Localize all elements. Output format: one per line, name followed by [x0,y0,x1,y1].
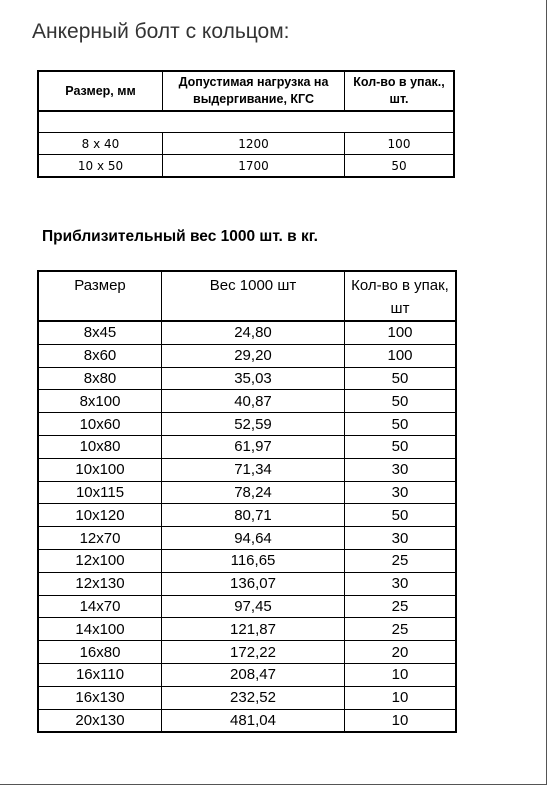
cell-weight: 24,80 [162,321,345,344]
cell-size: 12x130 [38,572,162,595]
cell-qty: 50 [345,435,457,458]
cell-size: 10x115 [38,481,162,504]
cell-size: 16x110 [38,663,162,686]
table-row [38,595,456,618]
cell-size: 10x80 [38,435,162,458]
section-subtitle: Приблизительный вес 1000 шт. в кг. [42,228,318,245]
cell-qty: 50 [345,390,457,413]
cell-size: 8 x 40 [38,133,163,155]
table-row [38,709,456,732]
header-size: Размер [38,271,162,321]
cell-qty: 30 [345,572,457,595]
load-table [37,70,455,178]
table-row [38,527,456,550]
cell-weight: 172,22 [162,641,345,664]
table-row [38,435,456,458]
cell-qty: 25 [345,595,457,618]
cell-size: 14x70 [38,595,162,618]
weight-table [37,270,457,733]
table-row [38,641,456,664]
cell-weight: 121,87 [162,618,345,641]
cell-qty: 30 [345,481,457,504]
table-row [38,481,456,504]
cell-qty: 30 [345,458,457,481]
cell-qty: 50 [345,367,457,390]
cell-qty: 25 [345,618,457,641]
cell-weight: 52,59 [162,413,345,436]
cell-size: 12x100 [38,549,162,572]
cell-weight: 481,04 [162,709,345,732]
table-row [38,344,456,367]
cell-load: 1200 [163,133,345,155]
cell-weight: 71,34 [162,458,345,481]
cell-qty: 50 [345,155,455,178]
cell-size: 10x100 [38,458,162,481]
cell-qty: 20 [345,641,457,664]
cell-size: 10x60 [38,413,162,436]
table-row [38,663,456,686]
cell-weight: 116,65 [162,549,345,572]
page-title: Анкерный болт с кольцом: [32,20,290,43]
table-row [38,155,454,178]
cell-qty: 10 [345,663,457,686]
table-row [38,549,456,572]
cell-weight: 29,20 [162,344,345,367]
cell-weight: 97,45 [162,595,345,618]
table-row [38,390,456,413]
cell-size: 8x100 [38,390,162,413]
cell-size: 10 x 50 [38,155,163,178]
table-row [38,133,454,155]
cell-load: 1700 [163,155,345,178]
table-row [38,367,456,390]
cell-size: 8x45 [38,321,162,344]
cell-size: 14x100 [38,618,162,641]
table-row [38,321,456,344]
cell-size: 20x130 [38,709,162,732]
load-table-empty-row [38,111,454,133]
cell-size: 10x120 [38,504,162,527]
weight-table-header [38,271,456,321]
cell-size: 16x130 [38,686,162,709]
header-qty: Кол-во в упак, шт [345,271,457,321]
cell-qty: 100 [345,344,457,367]
cell-qty: 50 [345,413,457,436]
cell-size: 8x80 [38,367,162,390]
cell-qty: 50 [345,504,457,527]
load-table-header [38,71,454,111]
cell-weight: 232,52 [162,686,345,709]
cell-qty: 100 [345,321,457,344]
table-row [38,504,456,527]
header-qty: Кол-во в упак., шт. [345,71,455,111]
cell-weight: 78,24 [162,481,345,504]
cell-qty: 10 [345,709,457,732]
cell-qty: 25 [345,549,457,572]
cell-weight: 94,64 [162,527,345,550]
table-row [38,572,456,595]
table-row [38,458,456,481]
cell-weight: 208,47 [162,663,345,686]
header-weight: Вес 1000 шт [162,271,345,321]
cell-size: 12x70 [38,527,162,550]
cell-qty: 10 [345,686,457,709]
empty-cell [38,111,454,133]
cell-weight: 40,87 [162,390,345,413]
cell-size: 8x60 [38,344,162,367]
cell-weight: 80,71 [162,504,345,527]
cell-qty: 30 [345,527,457,550]
cell-weight: 35,03 [162,367,345,390]
cell-weight: 61,97 [162,435,345,458]
cell-size: 16x80 [38,641,162,664]
header-load: Допустимая нагрузка на выдергивание, КГС [163,71,345,111]
table-row [38,686,456,709]
table-row [38,413,456,436]
table-row [38,618,456,641]
cell-qty: 100 [345,133,455,155]
cell-weight: 136,07 [162,572,345,595]
header-size: Размер, мм [38,71,163,111]
